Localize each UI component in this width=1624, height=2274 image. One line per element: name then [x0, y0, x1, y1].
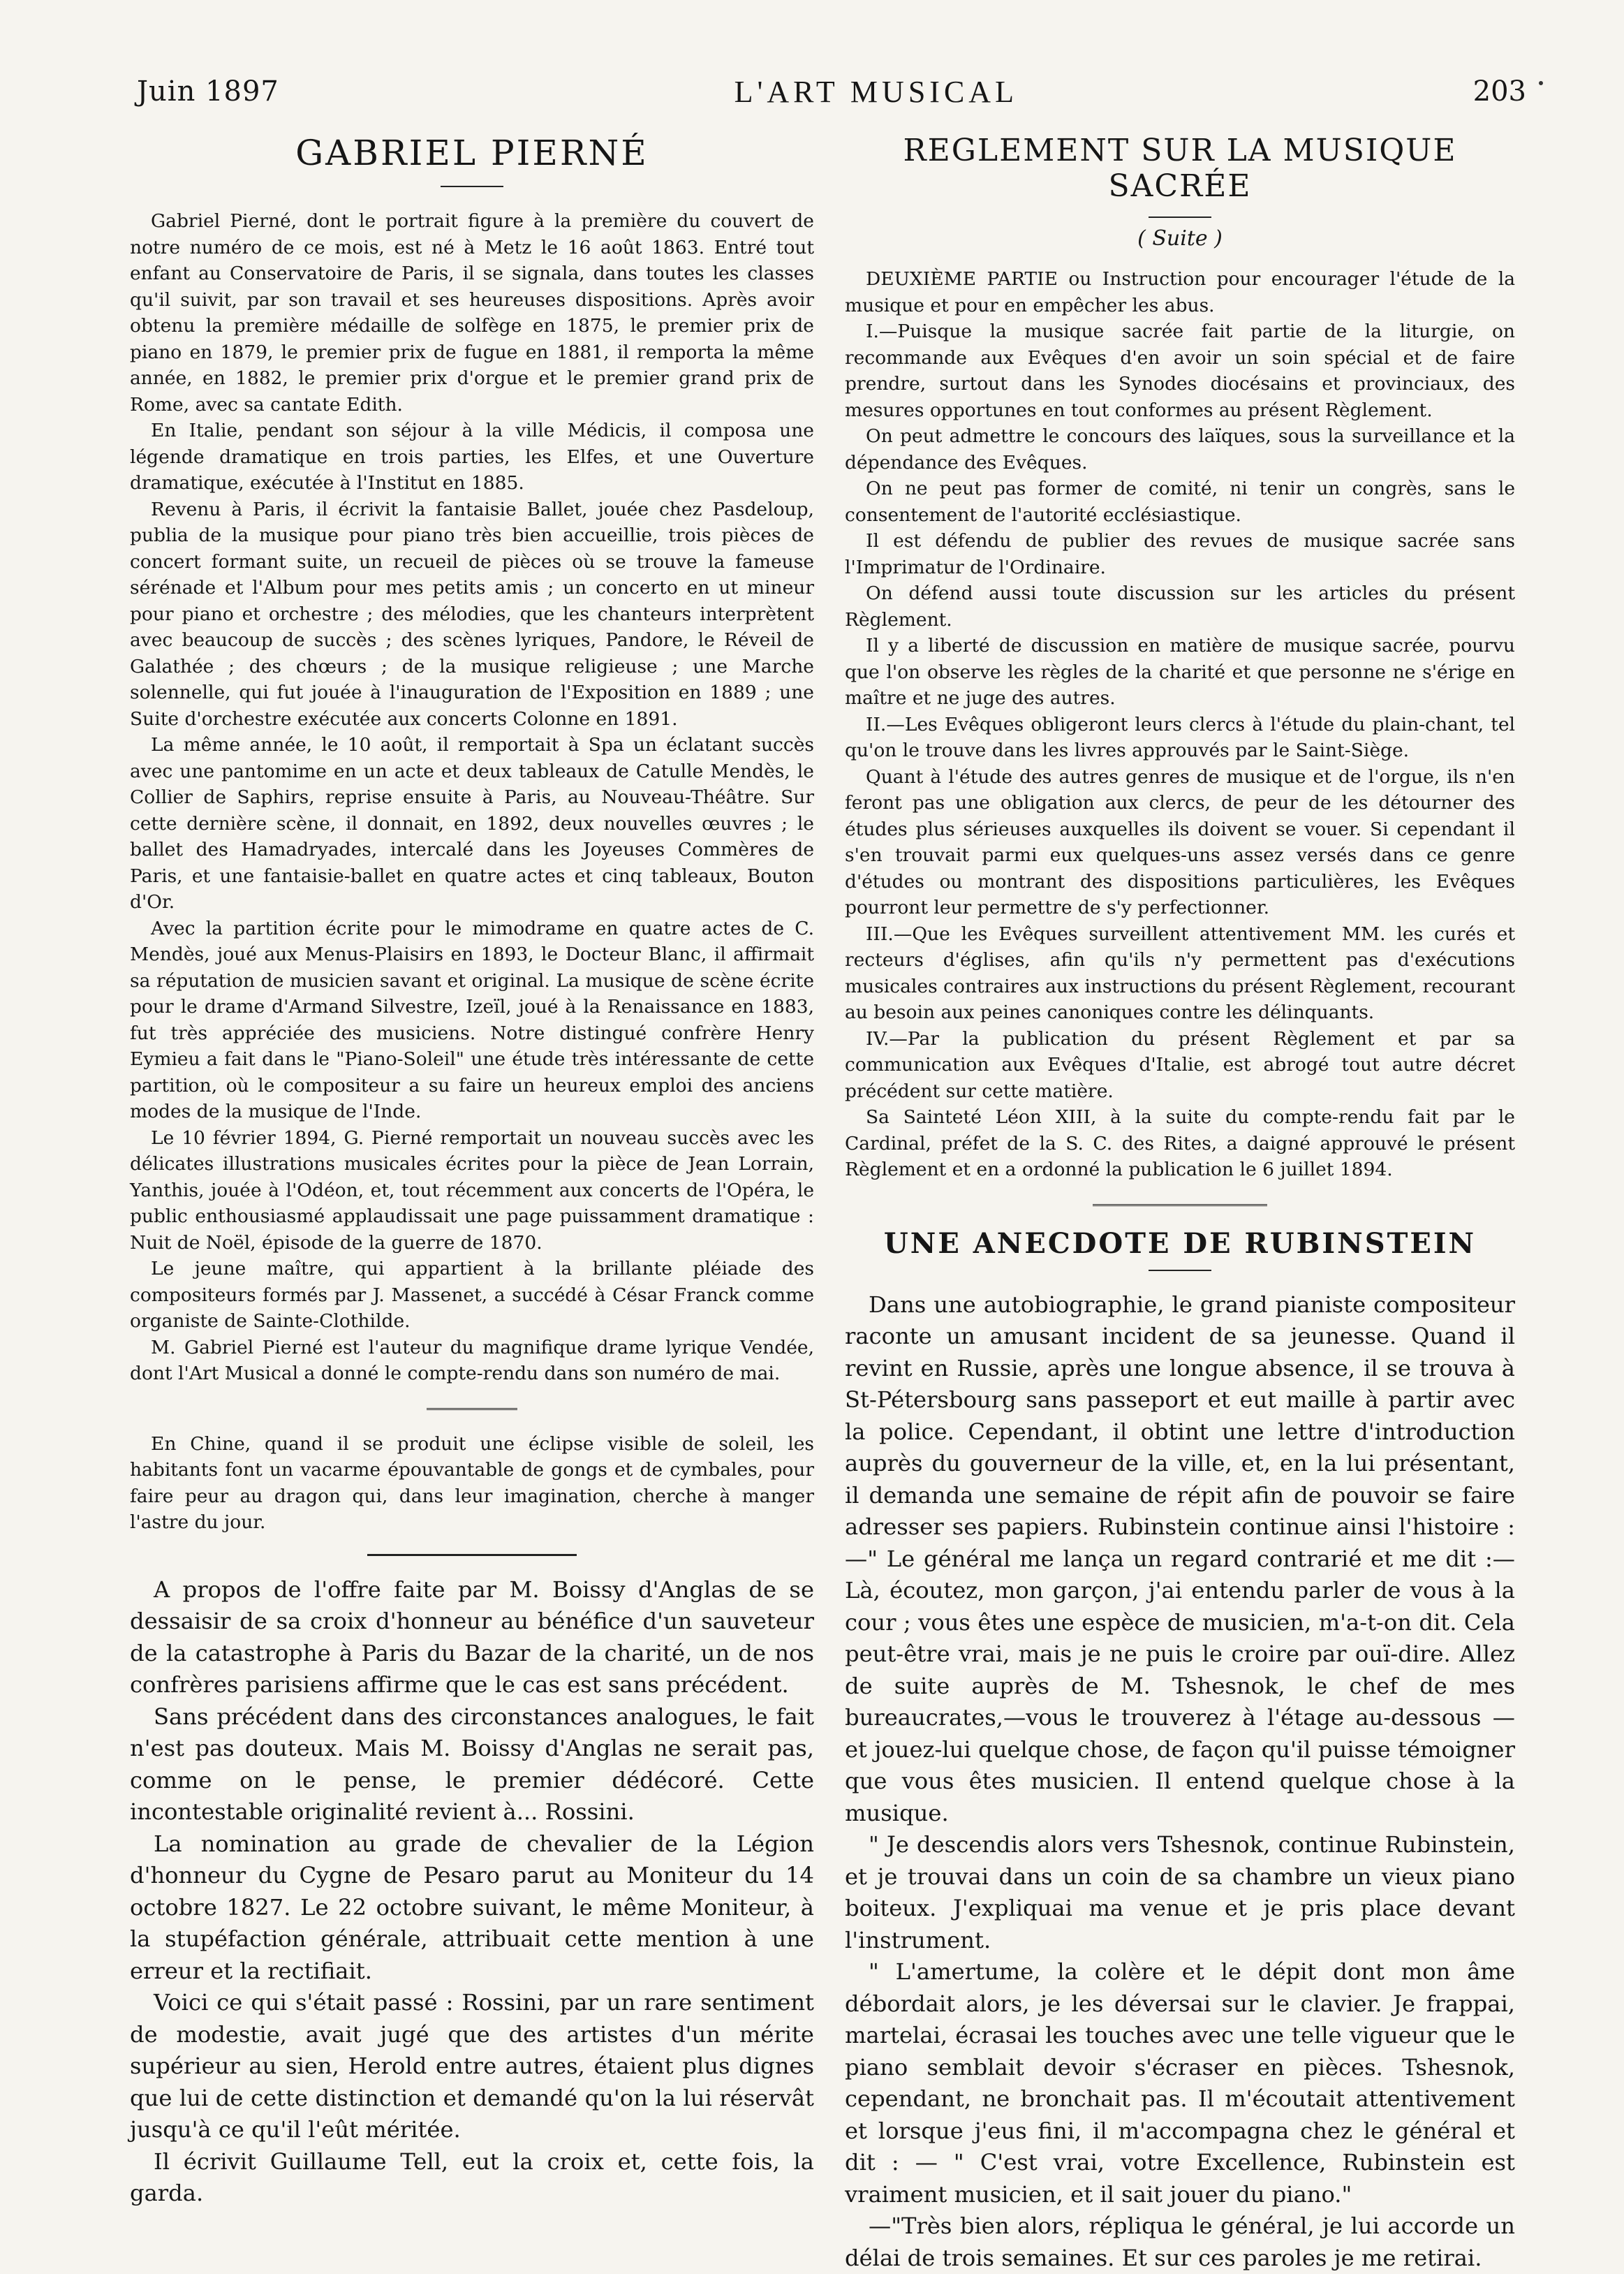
pierne-paragraph: Revenu à Paris, il écrivit la fantaisie Ballet, jouée chez Pasdeloup, publia de la musique pour piano très bien accueillie, trois pièces de concert formant suite, un recueil de pièces où se trouve la fameuse sérénade et l'Album pour mes petits amis ; un concerto en ut mineur pour piano et orchestre ; des mélodies, que les chanteurs interprètent avec beaucoup de succès ; des scènes lyriques, Pandore, le Réveil de Galathée ; des chœurs ; de la musique religieuse ; une Marche solennelle, qui fut jouée à l'inauguration de l'Exposition en 1889 ; une Suite d'orchestre exécutée aux concerts Colonne en 1891. [130, 497, 814, 733]
pierne-paragraph: La même année, le 10 août, il remportait à Spa un éclatant succès avec une pantomime en un acte et deux tableaux de Catulle Mendès, le Collier de Saphirs, reprise ensuite à Paris, au Nouveau-Théâtre. Sur cette dernière scène, il donnait, en 1892, deux nouvelles œuvres ; le ballet des Hamadryades, intercalé dans les Joyeuses Commères de Paris, et une fantaisie-ballet en quatre actes et cinq tableaux, Bouton d'Or. [130, 732, 814, 916]
pierne-paragraph: Gabriel Pierné, dont le portrait figure à la première du couvert de notre numéro de ce mois, est né à Metz le 16 août 1863. Entré tout enfant au Conservatoire de Paris, il se signala, dans toutes les classes qu'il suivit, par son travail et ses heureuses dispositions. Après avoir obtenu la première médaille de solfège en 1875, le premier prix de piano en 1879, le premier prix de fugue en 1881, il remporta la même année, en 1882, le premier prix d'orgue et le premier grand prix de Rome, avec sa cantate Edith. [130, 208, 814, 418]
ink-speck [1539, 81, 1543, 85]
reglement-paragraph: III.—Que les Evêques surveillent attentivement MM. les curés et recteurs d'églises, afin qu'ils n'y permettent pas d'exécutions musicales contraires aux instructions du présent Règlement, recourant au besoin aux peines canoniques contre les délinquants. [845, 921, 1515, 1026]
rubinstein-paragraph: Dans une autobiographie, le grand pianiste compositeur raconte un amusant incident de sa jeunesse. Quand il revint en Russie, après une longue absence, il se trouva à St-Pétersbourg sans passeport et eut maille à partir avec la police. Cependant, il obtint une lettre d'introduction auprès du gouverneur de la ville, et, en la lui présentant, il demanda une semaine de répit afin de pouvoir se faire adresser ses papiers. Rubinstein continue ainsi l'histoire :—" Le général me lança un regard contrarié et me dit :—Là, écoutez, mon garçon, j'ai entendu parler de vous à la cour ; vous êtes une espèce de musicien, m'a-t-on dit. Cela peut-être vrai, mais je ne puis le croire par ouï-dire. Allez de suite auprès de M. Tshesnok, le chef de mes bureaucrates,—vous le trouverez à l'étage au-dessous — et jouez-lui quelque chose, de façon qu'il puisse témoigner que vous êtes musicien. Il entend quelque chose à la musique. [845, 1289, 1515, 1830]
journal-title: L'ART MUSICAL [735, 74, 1018, 110]
reglement-paragraph: Il y a liberté de discussion en matière de musique sacrée, pourvu que l'on observe les règles de la charité et que personne ne s'érige en maître et ne juge des autres. [845, 633, 1515, 712]
rubinstein-paragraph: " Je descendis alors vers Tshesnok, continue Rubinstein, et je trouvai dans un coin de sa chambre un vieux piano boiteux. J'expliquai ma venue et je pris place devant l'instrument. [845, 1829, 1515, 1956]
reglement-paragraph: I.—Puisque la musique sacrée fait partie de la liturgie, on recommande aux Evêques d'en avoir un soin spécial et de faire prendre, surtout dans les Synodes diocésains et provinciaux, des mesures opportunes en tout conformes au présent Règlement. [845, 318, 1515, 423]
boissy-paragraph: Sans précédent dans des circonstances analogues, le fait n'est pas douteux. Mais M. Boissy d'Anglas ne serait pas, comme on le pense, le premier dédécoré. Cette incontestable originalité revient à... Rossini. [130, 1701, 814, 1828]
left-column [130, 126, 814, 2210]
reglement-title: REGLEMENT SUR LA MUSIQUE SACRÉE [845, 133, 1515, 204]
reglement-paragraph: Quant à l'étude des autres genres de musique et de l'orgue, ils n'en feront pas une obligation aux clercs, de peur de les détourner des études plus sérieuses auxquelles ils doivent se vouer. Si cependant il s'en trouvait parmi eux quelques-uns assez versés dans ce genre d'études ou montrant des dispositions particulières, les Evêques pourront leur permettre de s'y perfectionner. [845, 764, 1515, 921]
reglement-paragraph: IV.—Par la publication du présent Règlement et par sa communication aux Evêques d'Italie, est abrogé tout autre décret précédent sur cette matière. [845, 1026, 1515, 1105]
pierne-paragraph: M. Gabriel Pierné est l'auteur du magnifique drame lyrique Vendée, dont l'Art Musical a donné le compte-rendu dans son numéro de mai. [130, 1335, 814, 1387]
boissy-paragraph: Il écrivit Guillaume Tell, eut la croix et, cette fois, la garda. [130, 2146, 814, 2210]
running-head [137, 67, 1526, 116]
reglement-paragraph: II.—Les Evêques obligeront leurs clercs à l'étude du plain-chant, tel qu'on le trouve dans les livres approuvés par le Saint-Siège. [845, 712, 1515, 764]
suite-label: ( Suite ) [845, 226, 1515, 251]
pierne-article [130, 208, 814, 1387]
rubinstein-article [845, 1289, 1515, 2274]
pierne-paragraph: En Italie, pendant son séjour à la ville Médicis, il composa une légende dramatique en trois parties, les Elfes, et une Ouverture dramatique, exécutée à l'Institut en 1885. [130, 418, 814, 497]
reglement-article [845, 266, 1515, 1183]
reglement-paragraph: On ne peut pas former de comité, ni tenir un congrès, sans le consentement de l'autorité ecclésiastique. [845, 476, 1515, 528]
pierne-paragraph: Avec la partition écrite pour le mimodrame en quatre actes de C. Mendès, joué aux Menus-Plaisirs en 1893, le Docteur Blanc, il affirmait sa réputation de musicien savant et original. La musique de scène écrite pour le drame d'Armand Silvestre, Izeïl, joué à la Renaissance en 1883, fut très appréciée des musiciens. Notre distingué confrère Henry Eymieu a fait dans le "Piano-Soleil" une étude très intéressante de cette partition, où le compositeur a su faire un heureux emploi des anciens modes de la musique de l'Inde. [130, 916, 814, 1125]
section-separator [367, 1554, 577, 1556]
pierne-paragraph: Le 10 février 1894, G. Pierné remportait un nouveau succès avec les délicates illustrations musicales écrites pour la pièce de Jean Lorrain, Yanthis, jouée à l'Odéon, et, tout récemment aux concerts de l'Opéra, le public enthousiasmé applaudissait une page puissamment dramatique : Nuit de Noël, épisode de la guerre de 1870. [130, 1125, 814, 1256]
reglement-paragraph: DEUXIÈME PARTIE ou Instruction pour encourager l'étude de la musique et pour en empêcher les abus. [845, 266, 1515, 318]
boissy-paragraph: La nomination au grade de chevalier de la Légion d'honneur du Cygne de Pesaro parut au Moniteur du 14 octobre 1827. Le 22 octobre suivant, le même Moniteur, à la stupéfaction générale, attribuait cette mention à une erreur et la rectifiait. [130, 1828, 814, 1988]
title-rule [441, 186, 503, 187]
rubinstein-title: UNE ANECDOTE DE RUBINSTEIN [845, 1227, 1515, 1260]
rubinstein-paragraph: —"Très bien alors, répliqua le général, je lui accorde un délai de trois semaines. Et sur ces paroles je me retirai. [845, 2210, 1515, 2274]
boissy-paragraph: A propos de l'offre faite par M. Boissy d'Anglas de se dessaisir de sa croix d'honneur au bénéfice d'un sauveteur de la catastrophe à Paris du Bazar de la charité, un de nos confrères parisiens affirme que le cas est sans précédent. [130, 1574, 814, 1701]
reglement-paragraph: Sa Sainteté Léon XIII, à la suite du compte-rendu fait par le Cardinal, préfet de la S. C. des Rites, a daigné approuvé le présent Règlement et en a ordonné la publication le 6 juillet 1894. [845, 1104, 1515, 1183]
reglement-paragraph: On défend aussi toute discussion sur les articles du présent Règlement. [845, 580, 1515, 633]
boissy-paragraph: Voici ce qui s'était passé : Rossini, par un rare sentiment de modestie, avait jugé que des artistes d'un mérite supérieur au sien, Herold entre autres, étaient plus dignes que lui de cette distinction et demandé qu'on la lui réservât jusqu'à ce qu'il l'eût méritée. [130, 1987, 814, 2146]
rubinstein-paragraph: " L'amertume, la colère et le dépit dont mon âme débordait alors, je les déversai sur le clavier. Je frappai, martelai, écrasai les touches avec une telle vigueur que le piano semblait devoir s'écraser en pièces. Tshesnok, cependant, ne bronchait pas. Il m'écoutait attentivement et lorsque j'eus fini, il m'accompagna chez le général et dit : — " C'est vrai, votre Excellence, Rubinstein est vraiment musicien, et il sait jouer du piano." [845, 1956, 1515, 2210]
section-separator [427, 1408, 517, 1413]
issue-date: Juin 1897 [137, 75, 279, 108]
pierne-paragraph: Le jeune maître, qui appartient à la brillante pléiade des compositeurs formés par J. Massenet, a succédé à César Franck comme organiste de Sainte-Clothilde. [130, 1256, 814, 1335]
reglement-paragraph: On peut admettre le concours des laïques, sous la surveillance et la dépendance des Evêques. [845, 423, 1515, 476]
section-separator [1093, 1204, 1267, 1209]
pierne-title: GABRIEL PIERNÉ [130, 133, 814, 173]
page-number: 203 [1473, 75, 1526, 108]
boissy-article [130, 1574, 814, 2210]
reglement-paragraph: Il est défendu de publier des revues de musique sacrée sans l'Imprimatur de l'Ordinaire. [845, 528, 1515, 580]
right-column [845, 126, 1515, 2274]
title-rule [1149, 1270, 1211, 1271]
title-rule [1149, 217, 1211, 218]
chine-note: En Chine, quand il se produit une éclipse visible de soleil, les habitants font un vacarme épouvantable de gongs et de cymbales, pour faire peur au dragon qui, dans leur imagination, cherche à manger l'astre du jour. [130, 1431, 814, 1536]
